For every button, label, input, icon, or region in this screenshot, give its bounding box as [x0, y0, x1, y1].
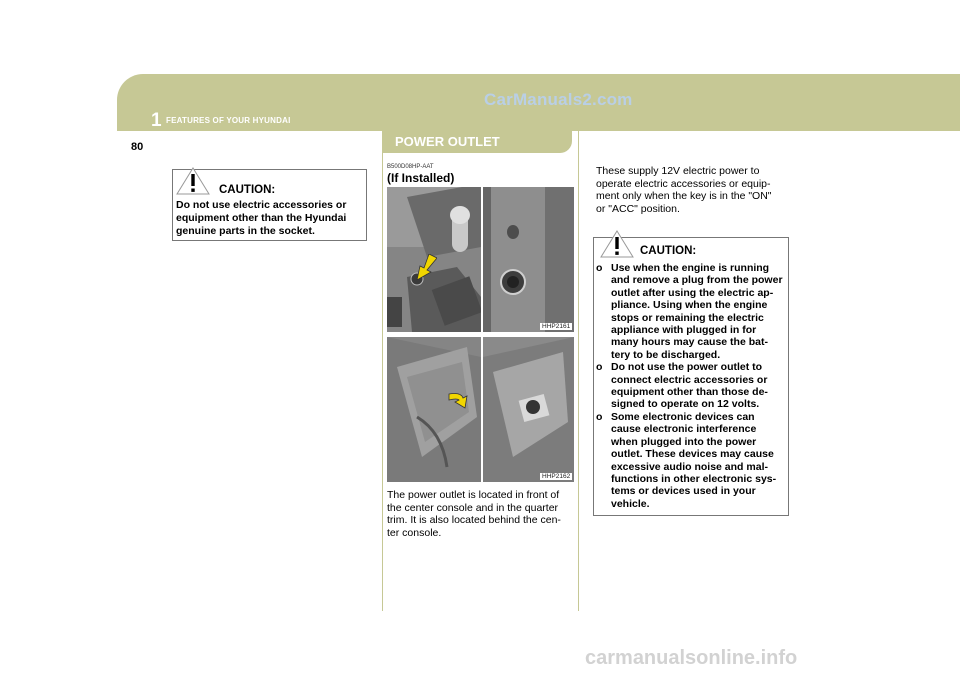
chapter-title: FEATURES OF YOUR HYUNDAI — [166, 116, 291, 125]
caution-list — [596, 262, 786, 510]
watermark-top[interactable]: CarManuals2.com — [484, 90, 633, 109]
intro-text: These supply 12V electric power to operate electric accessories or equip- ment only when the key is in the "ON" or "ACC" position. — [596, 165, 772, 215]
column-divider — [382, 131, 383, 611]
warning-triangle-icon — [599, 229, 635, 259]
photo-rear-console — [387, 337, 481, 482]
photo-console — [387, 187, 481, 332]
caution-list-item: o Some electronic devices can cause electronic interference when plugged into the power outlet. These devices may cause excessive audio noise and mal- functions in other electronic sys- tems or devices used in your vehicle. — [596, 410, 777, 510]
photo1-label: HHP2161 — [542, 323, 571, 330]
arrow-icon — [415, 254, 437, 280]
watermark-bottom[interactable]: carmanualsonline.info — [585, 647, 798, 669]
caution-label: CAUTION: — [219, 184, 276, 196]
subheading: (If Installed) — [387, 171, 455, 185]
bullet: o — [596, 262, 603, 274]
caution-text: Do not use electric accessories or equipment other than the Hyundai genuine parts in the socket. — [176, 199, 347, 237]
photo2-label: HHP2162 — [542, 473, 571, 480]
caution-list-item: o Use when the engine is running and remove a plug from the power outlet after using the electric ap- pliance. Using when the engine stops or remaining the electric appliance with plugged in for many hours may cause the bat- tery to be discharged. — [596, 262, 783, 361]
chapter-number: 1 — [151, 110, 162, 131]
page-number: 80 — [131, 141, 144, 153]
photo-rear-outlet — [483, 337, 574, 482]
warning-triangle-icon — [175, 166, 211, 196]
section-title: POWER OUTLET — [395, 134, 500, 149]
caution-list-item: o Do not use the power outlet to connect electric accessories or equipment other than those de- signed to operate on 12 volts. — [596, 361, 768, 411]
column-divider — [578, 131, 579, 611]
photo-quarter-trim — [483, 187, 574, 332]
caution-label: CAUTION: — [640, 245, 697, 257]
arrow-icon — [447, 390, 469, 410]
section-code: B500D08HP-AAT — [387, 164, 434, 170]
bullet: o — [596, 361, 603, 374]
bullet: o — [596, 410, 603, 423]
description-text: The power outlet is located in front of the center console and in the quarter trim. It is also located behind the cen- ter console. — [387, 489, 561, 539]
